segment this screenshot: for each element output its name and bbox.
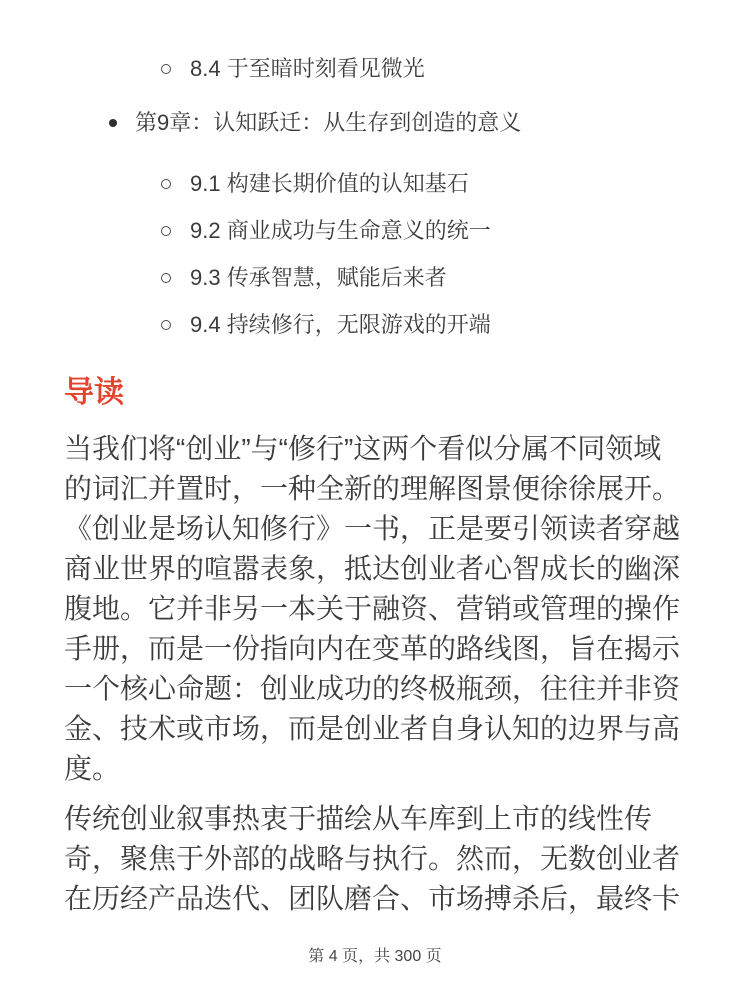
toc-item-9-4 [156, 308, 686, 341]
toc-item-9-1 [156, 167, 686, 200]
toc-item-label: 8.4 于至暗时刻看见微光 [190, 56, 425, 81]
bullet-circle-icon [156, 52, 176, 85]
toc-item-label: 第9章：认知跃迁：从生存到创造的意义 [135, 110, 522, 135]
toc-item-9-3 [156, 261, 686, 294]
bullet-disc-icon [104, 106, 122, 139]
toc-item-label: 9.2 商业成功与生命意义的统一 [190, 218, 491, 243]
bullet-circle-icon [156, 308, 176, 341]
toc-item-label: 9.4 持续修行，无限游戏的开端 [190, 312, 491, 337]
toc-item-label: 9.1 构建长期价值的认知基石 [190, 171, 469, 196]
toc-item-9-2 [156, 214, 686, 247]
toc-item-label: 9.3 传承智慧，赋能后来者 [190, 265, 447, 290]
section-heading: 导读 [64, 376, 124, 409]
bullet-circle-icon [156, 167, 176, 200]
toc-item-8-4 [156, 52, 686, 85]
bullet-circle-icon [156, 214, 176, 247]
toc-item-chapter-9 [104, 106, 686, 139]
page-indicator: 第 4 页，共 300 页 [308, 948, 442, 965]
intro-paragraph-1: 当我们将“创业”与“修行”这两个看似分属不同领域的词汇并置时，一种全新的理解图景便徐徐展开。《创业是场认知修行》一书，正是要引领读者穿越商业世界的喧嚣表象，抵达创业者心智成长的幽深腹地。它并非另一本关于融资、营销或管理的操作手册，而是一份指向内在变革的路线图，旨在揭示一个核心命题：创业成功的终极瓶颈，往往并非资金、技术或市场，而是创业者自身认知的边界与高度。 [64, 433, 681, 784]
intro-paragraph-2: 传统创业叙事热衷于描绘从车库到上市的线性传奇，聚焦于外部的战略与执行。然而，无数创业者在历经产品迭代、团队磨合、市场搏杀后，最终卡 [64, 803, 681, 914]
bullet-circle-icon [156, 261, 176, 294]
table-of-contents [64, 52, 686, 341]
